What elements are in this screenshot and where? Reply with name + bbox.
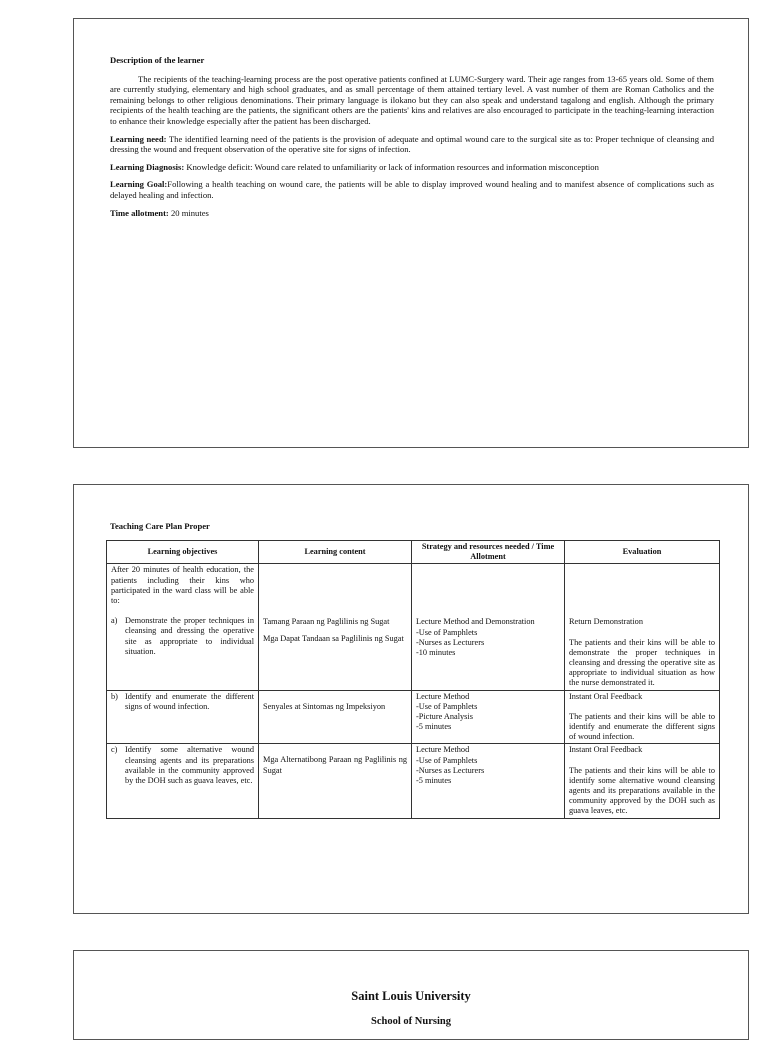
strategy-line: Lecture Method [416,745,470,755]
university-name: Saint Louis University [351,989,471,1003]
evaluation-title: Instant Oral Feedback [569,745,643,755]
learner-description-section [110,55,714,225]
header-evaluation: Evaluation [565,541,720,564]
content-line: Tamang Paraan ng Paglilinis ng Sugat [263,617,390,627]
learner-description-paragraph: The recipients of the teaching-learning process are the post operative patients confined at LUMC-Surgery ward. Their age ranges from 13-65 years old. Some of them are currently studying, elementary and high school graduates, and as small percentage of them attained tertiary level. A vast number of them are Roman Catholics and the remaining belongs to other religious denominations. Their primary language is ilokano but they can also speak and understand tagalong and english. Although the primary recipients of the health teaching are the patients, the significant others are the patients' kins and relatives are also encouraged to participate in the teaching-learning interaction to enhance their knowledge especially after the patient has been discharged. [110,73,714,126]
strategy-line: -Nurses as Lecturers [416,637,485,647]
time-allotment-label: Time allotment: [110,207,169,218]
time-allotment-paragraph [110,208,714,219]
page3-header [74,989,748,1027]
strategy-line: -5 minutes [416,722,452,732]
objective-cell [107,564,259,690]
learning-diagnosis-label: Learning Diagnosis: [110,161,185,172]
document-page-2 [73,484,749,914]
learning-need-label: Learning need: [110,133,167,144]
strategy-line: -Use of Pamphlets [416,701,478,711]
evaluation-cell [565,690,720,744]
learning-goal-text: Following a health teaching on wound care, the patients will be able to display improved wound healing and to manifest absence of complications such as delayed healing and infection. [110,179,714,200]
table-row [107,564,720,690]
strategy-line: Lecture Method [416,691,470,701]
objective-item [111,616,254,657]
content-cell [259,744,412,818]
content-line: Mga Alternatibong Paraan ng Paglilinis ng Sugat [263,755,407,775]
strategy-line: -Nurses as Lecturers [416,765,485,775]
strategy-cell [412,564,565,690]
learning-diagnosis-text: Knowledge deficit: Wound care related to unfamiliarity or lack of information resources and information misconception [184,161,599,172]
care-plan-title: Teaching Care Plan Proper [110,521,210,531]
evaluation-text: The patients and their kins will be able to identify some alternative wound cleansing agents and its preparations available in the community approved by the DOH such as guava leaves, etc. [569,765,715,816]
document-page-3 [73,950,749,1040]
teaching-care-plan-table [106,540,720,819]
learning-diagnosis-paragraph [110,162,714,173]
content-cell [259,690,412,744]
content-cell [259,564,412,690]
description-heading: Description of the learner [110,55,205,65]
evaluation-text: The patients and their kins will be able to demonstrate the proper techniques in cleansing and dressing the operative site as appropriate to individual situation as how the nurse demonstrated it. [569,637,715,688]
strategy-line: -Use of Pamphlets [416,627,478,637]
table-row [107,744,720,818]
learning-goal-label: Learning Goal: [110,179,168,190]
learning-goal-paragraph [110,179,714,200]
content-line: Mga Dapat Tandaan sa Paglilinis ng Sugat [263,633,404,643]
evaluation-title: Instant Oral Feedback [569,691,643,701]
objective-cell [107,690,259,744]
objective-label: c) [111,745,118,755]
strategy-line: -10 minutes [416,648,456,658]
strategy-line: -Use of Pamphlets [416,755,478,765]
objective-label: a) [111,616,118,626]
objective-label: b) [111,691,118,701]
content-line: Senyales at Sintomas ng Impeksiyon [263,701,386,711]
objectives-intro: After 20 minutes of health education, the patients including their kins who participated in the ward class will be able to: [111,565,254,606]
objective-text: Identify some alternative wound cleansing agents and its preparations available in the community approved by the DOH such as guava leaves, etc. [125,745,254,786]
table-row [107,690,720,744]
header-learning-content: Learning content [259,541,412,564]
strategy-line: -Picture Analysis [416,712,473,722]
strategy-cell [412,744,565,818]
learning-need-paragraph [110,134,714,155]
table-header-row [107,541,720,564]
header-strategy-resources: Strategy and resources needed / Time Allotment [412,541,565,564]
evaluation-cell [565,744,720,818]
header-learning-objectives: Learning objectives [107,541,259,564]
objective-item [111,745,254,786]
objective-item [111,692,254,712]
evaluation-cell [565,564,720,690]
evaluation-title: Return Demonstration [569,617,643,627]
strategy-line: -5 minutes [416,776,452,786]
objective-cell [107,744,259,818]
objective-text: Identify and enumerate the different signs of wound infection. [125,691,254,711]
document-page-1 [73,18,749,448]
strategy-cell [412,690,565,744]
learning-need-text: The identified learning need of the patients is the provision of adequate and optimal wound care to the surgical site as to: Proper technique of cleansing and dressing the wound and frequent observation of the operative site for signs of infection. [110,133,714,155]
objective-text: Demonstrate the proper techniques in cleansing and dressing the operative site as appropriate to individual situation. [125,616,254,656]
evaluation-text: The patients and their kins will be able to identify and enumerate the different signs of wound infection. [569,711,715,742]
school-name: School of Nursing [371,1016,451,1027]
strategy-line: Lecture Method and Demonstration [416,617,535,627]
time-allotment-text: 20 minutes [168,207,209,218]
